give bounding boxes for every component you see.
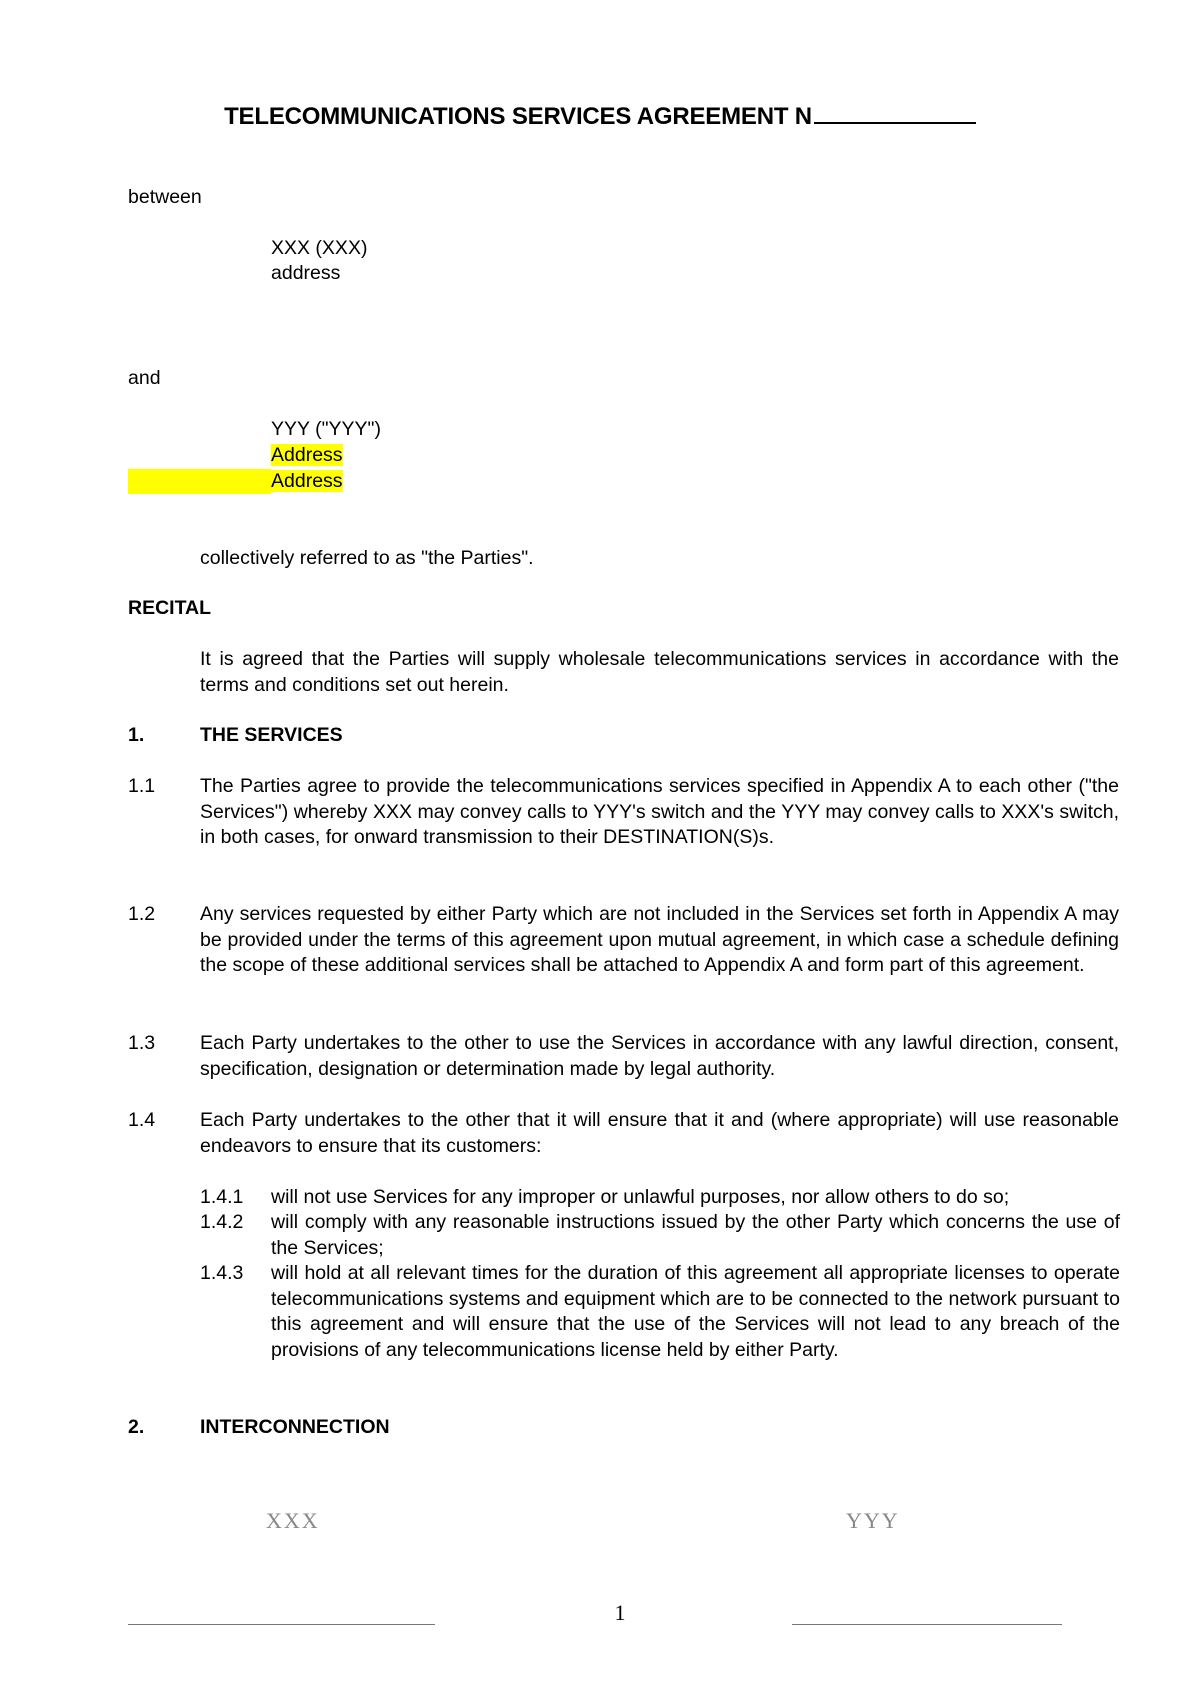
document-title (0, 100, 1200, 132)
subclause-1-4-1-number: 1.4.1 (200, 1186, 244, 1208)
between-label: between (128, 186, 202, 208)
collectively-text: collectively referred to as "the Parties". (200, 547, 534, 569)
party-a-name: XXX (XXX) (271, 237, 368, 259)
party-b-address-2-text: Address (271, 470, 343, 492)
signature-label-right: YYY (846, 1508, 900, 1533)
title-blank-line (814, 100, 976, 124)
subclause-1-4-3-text: will hold at all relevant times for the duration of this agreement all appropriate licenses to operate telecommunications systems and equipment which are to be connected to the network pursuant to this agreement and will ensure that the use of the Services will not lead to any breach of the provisions of any telecommunications license held by either Party. (271, 1262, 1120, 1361)
subclause-1-4-2-text: will comply with any reasonable instructions issued by the other Party which concerns the use of the Services; (271, 1211, 1120, 1259)
subclause-1-4-1-text: will not use Services for any improper or unlawful purposes, nor allow others to do so; (271, 1186, 1010, 1208)
section-1-number: 1. (128, 724, 145, 746)
clause-1-2-number: 1.2 (128, 903, 156, 925)
clause-1-4-text: Each Party undertakes to the other that it will ensure that it and (where appropriate) will use reasonable endeavors to ensure that its customers: (200, 1109, 1119, 1157)
and-label: and (128, 367, 161, 389)
clause-1-2-text: Any services requested by either Party which are not included in the Services set forth in Appendix A may be provided under the terms of this agreement upon mutual agreement, in which case a schedule defining the scope of these additional services shall be attached to Appendix A and form part of this agreement. (200, 903, 1119, 976)
subclause-1-4-3-number: 1.4.3 (200, 1262, 244, 1284)
party-b-address-1 (271, 443, 343, 469)
clause-1-4-number: 1.4 (128, 1109, 156, 1131)
party-b-address-1-text: Address (271, 444, 343, 466)
clause-1-3-number: 1.3 (128, 1032, 156, 1054)
page-number: 1 (614, 1600, 626, 1625)
section-2-number: 2. (128, 1416, 145, 1438)
highlight-bar (128, 469, 271, 494)
party-a-address: address (271, 262, 341, 284)
clause-1-3-text: Each Party undertakes to the other to use the Services in accordance with any lawful direction, consent, specification, designation or determination made by legal authority. (200, 1032, 1119, 1080)
signature-label-left: XXX (266, 1508, 320, 1533)
title-text: TELECOMMUNICATIONS SERVICES AGREEMENT N (224, 103, 812, 130)
section-1-heading: THE SERVICES (200, 724, 343, 746)
subclause-1-4-2-number: 1.4.2 (200, 1211, 244, 1233)
section-2-heading: INTERCONNECTION (200, 1416, 390, 1438)
party-b-address-2 (271, 469, 343, 495)
clause-1-1-text: The Parties agree to provide the telecommunications services specified in Appendix A to each other ("the Services") whereby XXX may convey calls to YYY's switch and the YYY may convey calls to XXX's switch, in both cases, for onward transmission to their DESTINATION(S)s. (200, 775, 1119, 848)
recital-text: It is agreed that the Parties will supply wholesale telecommunications services in accordance with the terms and conditions set out herein. (200, 648, 1119, 696)
recital-heading: RECITAL (128, 597, 212, 619)
party-b-name: YYY ("YYY") (271, 418, 381, 440)
clause-1-1-number: 1.1 (128, 775, 156, 797)
